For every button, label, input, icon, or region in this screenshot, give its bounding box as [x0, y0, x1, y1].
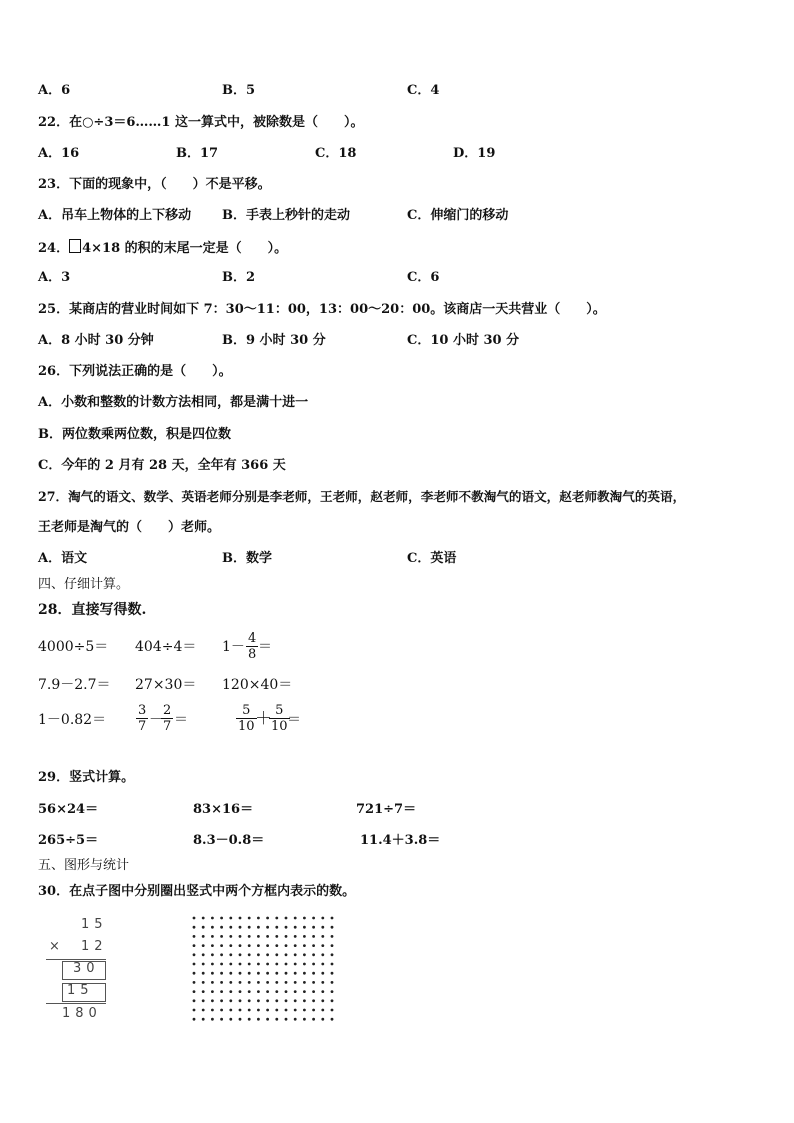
grid-dot — [239, 953, 242, 956]
grid-dot — [266, 990, 269, 993]
q28-r3c3-fraction1 — [236, 703, 257, 734]
grid-dot — [248, 917, 251, 920]
q27-option-c: C．英语 — [407, 551, 457, 566]
partial-product-2: 15 — [67, 983, 94, 998]
grid-dot — [275, 953, 278, 956]
q29-r2c3: 11.4＋3.8＝ — [360, 833, 441, 848]
grid-dot — [211, 1018, 214, 1021]
grid-dot — [248, 944, 251, 947]
grid-dot — [294, 1018, 297, 1021]
grid-dot — [211, 926, 214, 929]
grid-dot — [239, 935, 242, 938]
grid-dot — [321, 981, 324, 984]
section-5-heading: 五、图形与统计 — [38, 858, 130, 873]
grid-dot — [275, 990, 278, 993]
q24-option-a: A．3 — [38, 270, 71, 285]
q26-option-b: B．两位数乘两位数，积是四位数 — [38, 427, 231, 442]
grid-dot — [331, 926, 334, 929]
grid-dot — [220, 944, 223, 947]
grid-dot — [211, 963, 214, 966]
q25-option-b: B．9 小时 30 分 — [222, 333, 326, 348]
grid-dot — [312, 917, 315, 920]
grid-dot — [229, 999, 232, 1002]
grid-dot — [220, 999, 223, 1002]
grid-dot — [331, 953, 334, 956]
grid-dot — [331, 999, 334, 1002]
multiplicand: 15 — [81, 917, 108, 932]
q25-option-a: A．8 小时 30 分钟 — [38, 333, 154, 348]
q29-r1c2: 83×16＝ — [193, 802, 254, 817]
grid-dot — [285, 999, 288, 1002]
grid-dot — [211, 935, 214, 938]
grid-dot — [285, 917, 288, 920]
grid-dot — [257, 926, 260, 929]
q21-option-b: B．5 — [222, 83, 256, 98]
grid-dot — [239, 963, 242, 966]
q21-option-a: A．6 — [38, 83, 71, 98]
grid-dot — [257, 963, 260, 966]
grid-dot — [239, 1018, 242, 1021]
grid-dot — [220, 917, 223, 920]
grid-dot — [331, 935, 334, 938]
q25-stem: 25．某商店的营业时间如下 7：30～11：00，13：00～20：00。该商店一天共营业（ ）。 — [38, 302, 606, 317]
grid-dot — [331, 917, 334, 920]
grid-dot — [331, 981, 334, 984]
grid-dot — [331, 1018, 334, 1021]
q28-r3c2-operator: － — [149, 712, 163, 728]
grid-dot — [285, 972, 288, 975]
grid-dot — [321, 944, 324, 947]
grid-dot — [312, 972, 315, 975]
grid-dot — [275, 917, 278, 920]
product: 180 — [62, 1006, 102, 1021]
grid-dot — [331, 990, 334, 993]
denominator: 7 — [163, 719, 172, 734]
q23-option-a: A．吊车上物体的上下移动 — [38, 208, 192, 223]
grid-dot — [239, 917, 242, 920]
grid-dot — [331, 972, 334, 975]
q24-number: 24． — [38, 241, 70, 256]
grid-dot — [257, 990, 260, 993]
grid-dot — [202, 981, 205, 984]
grid-dot — [248, 999, 251, 1002]
grid-dot — [220, 935, 223, 938]
grid-dot — [257, 1018, 260, 1021]
grid-dot — [220, 953, 223, 956]
q23-option-b: B．手表上秒针的走动 — [222, 208, 350, 223]
grid-dot — [202, 926, 205, 929]
grid-dot — [220, 1018, 223, 1021]
grid-dot — [303, 935, 306, 938]
grid-dot — [248, 953, 251, 956]
grid-dot — [257, 917, 260, 920]
grid-dot — [193, 981, 196, 984]
grid-dot — [331, 963, 334, 966]
q23-option-c: C．伸缩门的移动 — [407, 208, 509, 223]
q26-stem: 26．下列说法正确的是（ ）。 — [38, 364, 232, 379]
q28-r1c3-fraction — [246, 631, 258, 662]
q28-r2c3: 120×40＝ — [222, 677, 293, 693]
grid-dot — [321, 917, 324, 920]
q25-option-c: C．10 小时 30 分 — [407, 333, 520, 348]
q24-stem: 4×18 的积的末尾一定是（ ）。 — [82, 241, 288, 256]
grid-dot — [303, 944, 306, 947]
grid-dot — [193, 1018, 196, 1021]
q28-r1c3-suffix: ＝ — [258, 639, 272, 655]
grid-dot — [266, 963, 269, 966]
grid-dot — [275, 963, 278, 966]
grid-dot — [229, 981, 232, 984]
grid-dot — [275, 944, 278, 947]
q27-stem-line2: 王老师是淘气的（ ）老师。 — [38, 520, 221, 535]
grid-dot — [220, 926, 223, 929]
section-4-heading: 四、仔细计算。 — [38, 577, 130, 592]
grid-dot — [266, 944, 269, 947]
grid-dot — [193, 972, 196, 975]
grid-dot — [312, 981, 315, 984]
grid-dot — [285, 981, 288, 984]
denominator: 8 — [248, 647, 257, 662]
grid-dot — [275, 935, 278, 938]
q28-r3c3-operator: ＋ — [255, 709, 272, 729]
grid-dot — [285, 1009, 288, 1012]
grid-dot — [202, 963, 205, 966]
grid-dot — [229, 1009, 232, 1012]
grid-dot — [275, 981, 278, 984]
q29-title: 29．竖式计算。 — [38, 770, 135, 785]
grid-dot — [303, 1009, 306, 1012]
grid-dot — [285, 935, 288, 938]
grid-dot — [211, 917, 214, 920]
grid-dot — [248, 963, 251, 966]
q28-r3c2-fraction2 — [161, 703, 173, 734]
grid-dot — [294, 953, 297, 956]
grid-dot — [257, 953, 260, 956]
q26-option-c: C．今年的 2 月有 28 天，全年有 366 天 — [38, 458, 286, 473]
grid-dot — [331, 1009, 334, 1012]
q22-option-d: D．19 — [453, 146, 496, 161]
numerator: 5 — [242, 703, 251, 718]
grid-dot — [239, 981, 242, 984]
numerator: 2 — [163, 703, 172, 718]
grid-dot — [211, 990, 214, 993]
times-sign: × — [49, 939, 60, 954]
grid-dot — [303, 1018, 306, 1021]
grid-dot — [312, 953, 315, 956]
grid-dot — [248, 926, 251, 929]
grid-dot — [193, 935, 196, 938]
grid-dot — [321, 963, 324, 966]
grid-dot — [211, 1009, 214, 1012]
grid-dot — [312, 1009, 315, 1012]
denominator: 10 — [271, 719, 288, 734]
grid-dot — [211, 953, 214, 956]
grid-dot — [229, 972, 232, 975]
grid-dot — [312, 935, 315, 938]
grid-dot — [303, 917, 306, 920]
grid-dot — [211, 999, 214, 1002]
q28-r1c1: 4000÷5＝ — [38, 639, 109, 655]
grid-dot — [211, 981, 214, 984]
grid-dot — [266, 953, 269, 956]
rule-line — [46, 959, 106, 960]
partial-product-1: 30 — [73, 961, 100, 976]
q28-r2c1: 7.9－2.7＝ — [38, 677, 111, 693]
grid-dot — [303, 953, 306, 956]
numerator: 4 — [248, 631, 257, 646]
grid-dot — [321, 935, 324, 938]
grid-dot — [248, 990, 251, 993]
grid-dot — [303, 972, 306, 975]
grid-dot — [294, 972, 297, 975]
q28-r1c3-prefix: 1－ — [222, 639, 245, 655]
q28-r3c2-equals: ＝ — [174, 712, 188, 728]
grid-dot — [239, 944, 242, 947]
grid-dot — [266, 972, 269, 975]
q24-option-c: C．6 — [407, 270, 440, 285]
grid-dot — [303, 990, 306, 993]
grid-dot — [220, 963, 223, 966]
grid-dot — [239, 926, 242, 929]
grid-dot — [202, 999, 205, 1002]
grid-dot — [193, 990, 196, 993]
q29-r1c3: 721÷7＝ — [356, 802, 417, 817]
q27-option-a: A．语文 — [38, 551, 88, 566]
grid-dot — [202, 972, 205, 975]
q22-option-b: B．17 — [176, 146, 219, 161]
grid-dot — [312, 999, 315, 1002]
q26-option-a: A．小数和整数的计数方法相同，都是满十进一 — [38, 395, 309, 410]
grid-dot — [202, 1018, 205, 1021]
q22-stem: 22．在○÷3＝6……1 这一算式中，被除数是（ ）。 — [38, 115, 364, 130]
grid-dot — [202, 944, 205, 947]
grid-dot — [220, 981, 223, 984]
grid-dot — [275, 972, 278, 975]
q23-stem: 23．下面的现象中，（ ）不是平移。 — [38, 177, 271, 192]
grid-dot — [193, 999, 196, 1002]
q24-option-b: B．2 — [222, 270, 256, 285]
grid-dot — [321, 1018, 324, 1021]
grid-dot — [294, 1009, 297, 1012]
grid-dot — [321, 999, 324, 1002]
grid-dot — [257, 1009, 260, 1012]
grid-dot — [285, 944, 288, 947]
grid-dot — [312, 1018, 315, 1021]
grid-dot — [331, 944, 334, 947]
grid-dot — [229, 953, 232, 956]
grid-dot — [303, 981, 306, 984]
grid-dot — [202, 1009, 205, 1012]
grid-dot — [294, 935, 297, 938]
grid-dot — [239, 990, 242, 993]
q28-r3c3-equals: ＝ — [287, 712, 301, 728]
grid-dot — [202, 990, 205, 993]
q21-option-c: C．4 — [407, 83, 440, 98]
grid-dot — [248, 935, 251, 938]
numerator: 3 — [138, 703, 147, 718]
grid-dot — [312, 944, 315, 947]
grid-dot — [193, 944, 196, 947]
grid-dot — [193, 926, 196, 929]
grid-dot — [285, 990, 288, 993]
grid-dot — [266, 999, 269, 1002]
dot-grid[interactable] — [190, 914, 342, 1026]
grid-dot — [193, 1009, 196, 1012]
grid-dot — [321, 1009, 324, 1012]
grid-dot — [229, 1018, 232, 1021]
grid-dot — [294, 917, 297, 920]
grid-dot — [321, 953, 324, 956]
grid-dot — [312, 926, 315, 929]
q28-r3c2-fraction1 — [136, 703, 148, 734]
grid-dot — [211, 972, 214, 975]
grid-dot — [202, 935, 205, 938]
q29-r2c1: 265÷5＝ — [38, 833, 99, 848]
grid-dot — [285, 953, 288, 956]
grid-dot — [266, 935, 269, 938]
grid-dot — [257, 972, 260, 975]
grid-dot — [257, 944, 260, 947]
grid-dot — [294, 944, 297, 947]
grid-dot — [285, 1018, 288, 1021]
grid-dot — [257, 999, 260, 1002]
grid-dot — [294, 990, 297, 993]
grid-dot — [285, 963, 288, 966]
q30-stem: 30．在点子图中分别圈出竖式中两个方框内表示的数。 — [38, 884, 356, 899]
grid-dot — [321, 990, 324, 993]
grid-dot — [239, 1009, 242, 1012]
q29-r1c1: 56×24＝ — [38, 802, 99, 817]
grid-dot — [275, 999, 278, 1002]
grid-dot — [266, 1009, 269, 1012]
grid-dot — [257, 935, 260, 938]
grid-dot — [303, 999, 306, 1002]
grid-dot — [248, 1018, 251, 1021]
grid-dot — [321, 972, 324, 975]
rule-line — [46, 1003, 106, 1004]
q27-stem-line1: 27．淘气的语文、数学、英语老师分别是李老师，王老师，赵老师，李老师不教淘气的语文，赵老师教淘气的英语， — [38, 489, 686, 504]
denominator: 7 — [138, 719, 147, 734]
q22-option-c: C．18 — [315, 146, 357, 161]
grid-dot — [220, 972, 223, 975]
grid-dot — [202, 917, 205, 920]
grid-dot — [312, 990, 315, 993]
q22-option-a: A．16 — [38, 146, 80, 161]
grid-dot — [248, 972, 251, 975]
grid-dot — [193, 917, 196, 920]
grid-dot — [229, 944, 232, 947]
blank-box — [69, 239, 81, 253]
grid-dot — [266, 917, 269, 920]
grid-dot — [229, 926, 232, 929]
grid-dot — [321, 926, 324, 929]
multiplier: 12 — [81, 939, 108, 954]
q28-r1c2: 404÷4＝ — [135, 639, 197, 655]
grid-dot — [229, 990, 232, 993]
grid-dot — [211, 944, 214, 947]
grid-dot — [312, 963, 315, 966]
grid-dot — [266, 926, 269, 929]
grid-dot — [275, 1018, 278, 1021]
grid-dot — [229, 935, 232, 938]
q27-option-b: B．数学 — [222, 551, 272, 566]
q28-r3c1: 1－0.82＝ — [38, 712, 107, 728]
q28-r2c2: 27×30＝ — [135, 677, 197, 693]
grid-dot — [248, 981, 251, 984]
q24-stem-line — [38, 239, 287, 257]
grid-dot — [266, 981, 269, 984]
grid-dot — [193, 953, 196, 956]
grid-dot — [294, 999, 297, 1002]
grid-dot — [220, 990, 223, 993]
grid-dot — [303, 926, 306, 929]
grid-dot — [239, 972, 242, 975]
grid-dot — [239, 999, 242, 1002]
grid-dot — [266, 1018, 269, 1021]
grid-dot — [229, 917, 232, 920]
grid-dot — [303, 963, 306, 966]
grid-dot — [285, 926, 288, 929]
denominator: 10 — [238, 719, 255, 734]
grid-dot — [202, 953, 205, 956]
grid-dot — [193, 963, 196, 966]
grid-dot — [294, 926, 297, 929]
grid-dot — [294, 981, 297, 984]
grid-dot — [229, 963, 232, 966]
q28-title: 28．直接写得数. — [38, 602, 147, 618]
grid-dot — [275, 1009, 278, 1012]
grid-dot — [220, 1009, 223, 1012]
numerator: 5 — [275, 703, 284, 718]
grid-dot — [275, 926, 278, 929]
q29-r2c2: 8.3－0.8＝ — [193, 833, 265, 848]
grid-dot — [294, 963, 297, 966]
grid-dot — [257, 981, 260, 984]
grid-dot — [248, 1009, 251, 1012]
